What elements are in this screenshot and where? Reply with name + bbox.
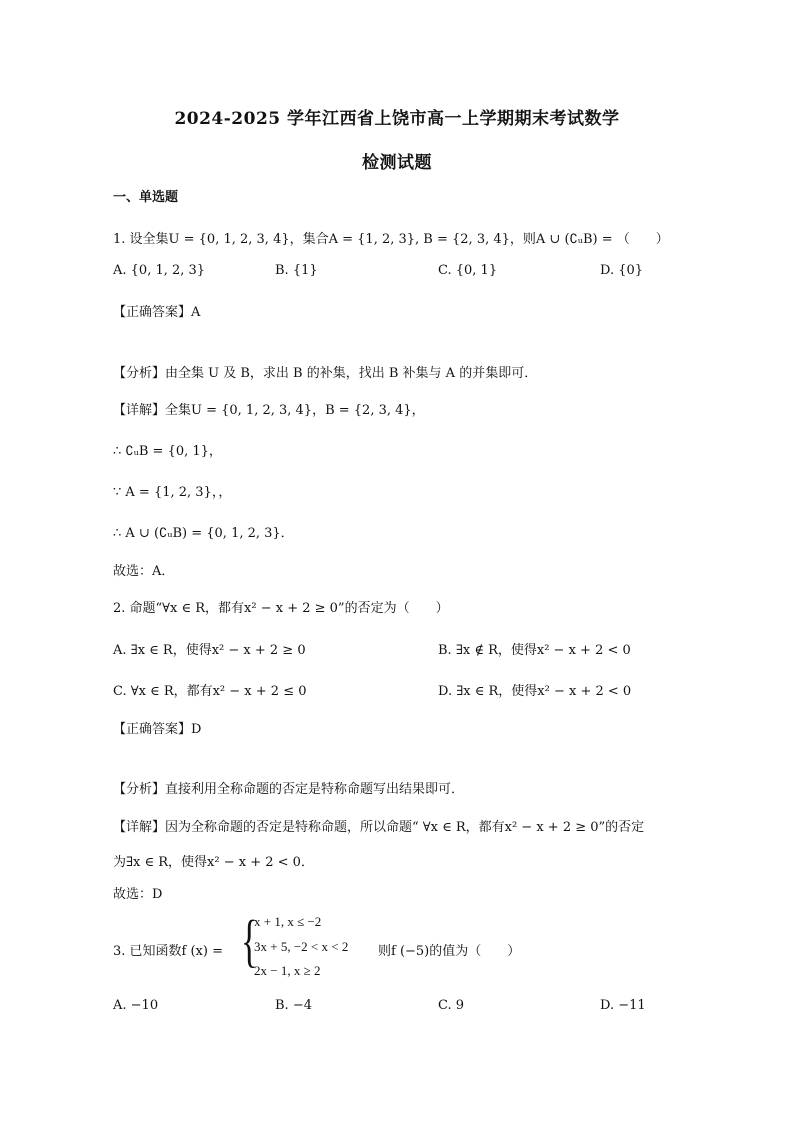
- q1-option-a: A. {0, 1, 2, 3}: [113, 263, 206, 278]
- q3-option-d: D. −11: [600, 998, 646, 1013]
- q2-stem: 2. 命题“∀x ∈ R，都有x² − x + 2 ≥ 0”的否定为（ ）: [113, 601, 449, 616]
- section-heading: 一、单选题: [113, 190, 179, 205]
- q2-option-c: C. ∀x ∈ R，都有x² − x + 2 ≤ 0: [113, 684, 307, 699]
- q1-detail-line2: ∴ ∁ᵤB = {0, 1}，: [113, 444, 222, 459]
- q3-option-b: B. −4: [275, 998, 312, 1013]
- q2-detail-line1: 【详解】因为全称命题的否定是特称命题，所以命题“ ∀x ∈ R，都有x² − x + 2 ≥ 0”的否定: [113, 820, 645, 835]
- q1-option-c: C. {0, 1}: [438, 263, 498, 278]
- q3-case-2: 3x + 5, −2 < x < 2: [254, 939, 349, 954]
- q1-analysis: 【分析】由全集 U 及 B，求出 B 的补集，找出 B 补集与 A 的并集即可．: [113, 366, 538, 381]
- q2-option-a: A. ∃x ∈ R，使得x² − x + 2 ≥ 0: [113, 643, 306, 658]
- q1-detail-line3: ∵ A = {1, 2, 3}，，: [113, 485, 232, 500]
- q1-detail-line4: ∴ A ∪ (∁ᵤB) = {0, 1, 2, 3}．: [113, 526, 294, 541]
- q3-case-3: 2x − 1, x ≥ 2: [254, 963, 321, 978]
- q1-option-d: D. {0}: [600, 263, 644, 278]
- document-title-line1: 2024-2025 学年江西省上饶市高一上学期期末考试数学: [174, 109, 620, 129]
- left-brace-icon: {: [241, 908, 258, 973]
- q2-option-d: D. ∃x ∈ R，使得x² − x + 2 < 0: [438, 684, 632, 699]
- q2-option-b: B. ∃x ∉ R，使得x² − x + 2 < 0: [438, 643, 631, 658]
- q1-conclusion: 故选：A．: [113, 564, 175, 579]
- q3-option-a: A. −10: [113, 998, 159, 1013]
- q3-option-c: C. 9: [438, 998, 465, 1013]
- q3-stem-suffix: 则f (−5)的值为（ ）: [378, 944, 521, 959]
- q2-conclusion: 故选：D: [113, 887, 163, 902]
- q2-detail-line2: 为∃x ∈ R，使得x² − x + 2 < 0．: [113, 855, 314, 870]
- document-title-line2: 检测试题: [362, 153, 432, 173]
- q1-detail-line1: 【详解】全集U = {0, 1, 2, 3, 4}，B = {2, 3, 4}，: [113, 403, 425, 418]
- q3-case-1: x + 1, x ≤ −2: [254, 914, 322, 929]
- q1-answer: 【正确答案】A: [113, 305, 201, 320]
- q1-option-b: B. {1}: [275, 263, 318, 278]
- q1-stem: 1. 设全集U = {0, 1, 2, 3, 4}，集合A = {1, 2, 3}, B = {2, 3, 4}，则A ∪ (∁ᵤB) = （ ）: [113, 232, 669, 247]
- q3-stem-prefix: 3. 已知函数f (x) =: [113, 944, 223, 959]
- q2-analysis: 【分析】直接利用全称命题的否定是特称命题写出结果即可．: [113, 782, 465, 797]
- q2-answer: 【正确答案】D: [113, 722, 202, 737]
